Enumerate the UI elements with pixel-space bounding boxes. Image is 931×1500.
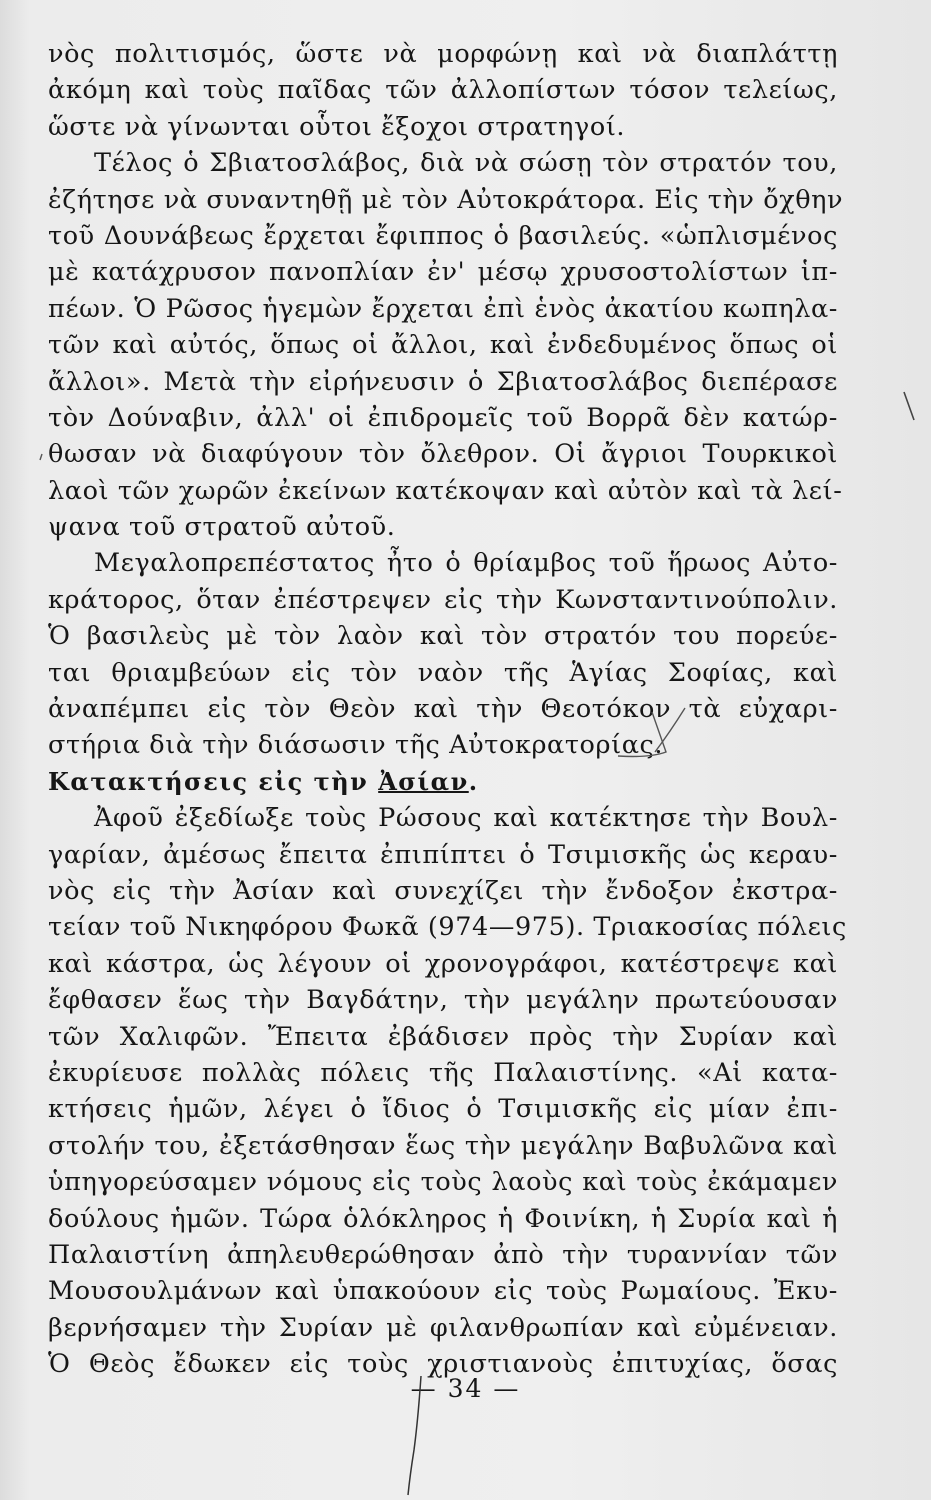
heading-period: .	[468, 766, 479, 796]
text-line: τῶν καὶ αὐτός, ὅπως οἱ ἄλλοι, καὶ ἐνδεδυμένος ὅπως οἱ	[48, 330, 838, 361]
text-line: θωσαν νὰ διαφύγουν τὸν ὄλεθρον. Οἱ ἄγριοι Τουρκικοὶ	[48, 439, 838, 470]
text-line: κράτορος, ὅταν ἐπέστρεψεν εἰς τὴν Κωνσταντινούπολιν.	[48, 584, 838, 615]
text-line: Ὁ βασιλεὺς μὲ τὸν λαὸν καὶ τὸν στρατόν του πορεύε-	[48, 621, 838, 652]
body-text	[48, 36, 847, 1382]
section-heading	[48, 764, 838, 800]
paragraph-first-line: Ἀφοῦ ἐξεδίωξε τοὺς Ρώσους καὶ κατέκτησε τὴν Βουλ-	[94, 803, 838, 834]
text-line: γαρίαν, ἀμέσως ἔπειτα ἐπιπίπτει ὁ Τσιμισκῆς ὡς κεραυ-	[48, 839, 838, 870]
pencil-tick-mark	[904, 392, 914, 420]
text-line: ὑπηγορεύσαμεν νόμους εἰς τοὺς λαοὺς καὶ τοὺς ἐκάμαμεν	[48, 1167, 838, 1198]
text-line: νὸς εἰς τὴν Ἀσίαν καὶ συνεχίζει τὴν ἔνδοξον ἐκστρα-	[48, 875, 838, 906]
heading-text: Κατακτήσεις εἰς τὴν	[48, 766, 379, 796]
page-number: — 34 —	[410, 1374, 521, 1403]
text-line: ἀναπέμπει εἰς τὸν Θεὸν καὶ τὴν Θεοτόκον τὰ εὐχαρι-	[48, 694, 838, 725]
text-line: τοῦ Δουνάβεως ἔρχεται ἔφιππος ὁ βασιλεύς. «ὡπλισμένος	[48, 220, 838, 251]
text-line: νὸς πολιτισμός, ὥστε νὰ μορφώνῃ καὶ νὰ διαπλάττῃ	[48, 39, 838, 69]
text-line: Παλαιστίνη ἀπηλευθερώθησαν ἀπὸ τὴν τυραννίαν τῶν	[48, 1239, 838, 1270]
text-line: Μουσουλμάνων καὶ ὑπακούουν εἰς τοὺς Ρωμαίους. Ἐκυ-	[48, 1276, 838, 1307]
text-line: βερνήσαμεν τὴν Συρίαν μὲ φιλανθρωπίαν καὶ εὐμένειαν.	[48, 1312, 838, 1343]
text-line: ἐκυρίευσε πολλὰς πόλεις τῆς Παλαιστίνης. «Αἱ κατα-	[48, 1057, 838, 1088]
text-line: ται θριαμβεύων εἰς τὸν ναὸν τῆς Ἁγίας Σοφίας, καὶ	[48, 657, 838, 688]
pencil-dot-mark	[40, 454, 42, 460]
text-line: ἀκόμη καὶ τοὺς παῖδας τῶν ἀλλοπίστων τόσον τελείως,	[48, 75, 838, 106]
text-line: μὲ κατάχρυσον πανοπλίαν ἐν' μέσῳ χρυσοστολίστων ἱπ-	[48, 257, 838, 288]
text-line: ψανα τοῦ στρατοῦ αὐτοῦ.	[48, 512, 396, 543]
text-line: ἄλλοι». Μετὰ τὴν εἰρήνευσιν ὁ Σβιατοσλάβος διεπέρασε	[48, 366, 838, 397]
text-line: στολήν του, ἐξετάσθησαν ἕως τὴν μεγάλην Βαβυλῶνα καὶ	[48, 1130, 838, 1161]
paragraph-first-line: Μεγαλοπρεπέστατος ἦτο ὁ θρίαμβος τοῦ ἥρωος Αὐτο-	[94, 548, 838, 579]
paragraph-first-line: Τέλος ὁ Σβιατοσλάβος, διὰ νὰ σώσῃ τὸν στρατόν του,	[94, 148, 838, 179]
text-line: ἔφθασεν ἕως τὴν Βαγδάτην, τὴν μεγάλην πρωτεύουσαν	[48, 985, 838, 1016]
text-line: ὥστε νὰ γίνωνται οὗτοι ἔξοχοι στρατηγοί.	[48, 111, 626, 142]
text-line: τείαν τοῦ Νικηφόρου Φωκᾶ (974—975). Τριακοσίας πόλεις	[48, 912, 847, 943]
text-line: καὶ κάστρα, ὡς λέγουν οἱ χρονογράφοι, κατέστρεψε καὶ	[48, 948, 838, 979]
text-line: πέων. Ὁ Ρῶσος ἡγεμὼν ἔρχεται ἐπὶ ἑνὸς ἀκατίου κωπηλα-	[48, 293, 838, 324]
text-line: λαοὶ τῶν χωρῶν ἐκείνων κατέκοψαν καὶ αὐτὸν καὶ τὰ λεί-	[48, 475, 843, 506]
text-line: Ὁ Θεὸς ἔδωκεν εἰς τοὺς χριστιανοὺς ἐπιτυχίας, ὅσας	[48, 1349, 838, 1380]
text-line: στήρια διὰ τὴν διάσωσιν τῆς Αὐτοκρατορίας.	[48, 730, 664, 761]
text-line: τὸν Δούναβιν, ἀλλ' οἱ ἐπιδρομεῖς τοῦ Βορρᾶ δὲν κατώρ-	[48, 402, 838, 433]
text-line: δούλους ἡμῶν. Τώρα ὁλόκληρος ἡ Φοινίκη, ἡ Συρία καὶ ἡ	[48, 1203, 838, 1234]
heading-underlined-word: Ἀσίαν	[378, 766, 469, 796]
text-line: ἐζήτησε νὰ συναντηθῇ μὲ τὸν Αὐτοκράτορα. Εἰς τὴν ὄχθην	[48, 184, 844, 215]
text-line: κτήσεις ἡμῶν, λέγει ὁ ἴδιος ὁ Τσιμισκῆς εἰς μίαν ἐπι-	[48, 1094, 838, 1125]
text-line: τῶν Χαλιφῶν. Ἔπειτα ἐβάδισεν πρὸς τὴν Συρίαν καὶ	[48, 1021, 838, 1052]
